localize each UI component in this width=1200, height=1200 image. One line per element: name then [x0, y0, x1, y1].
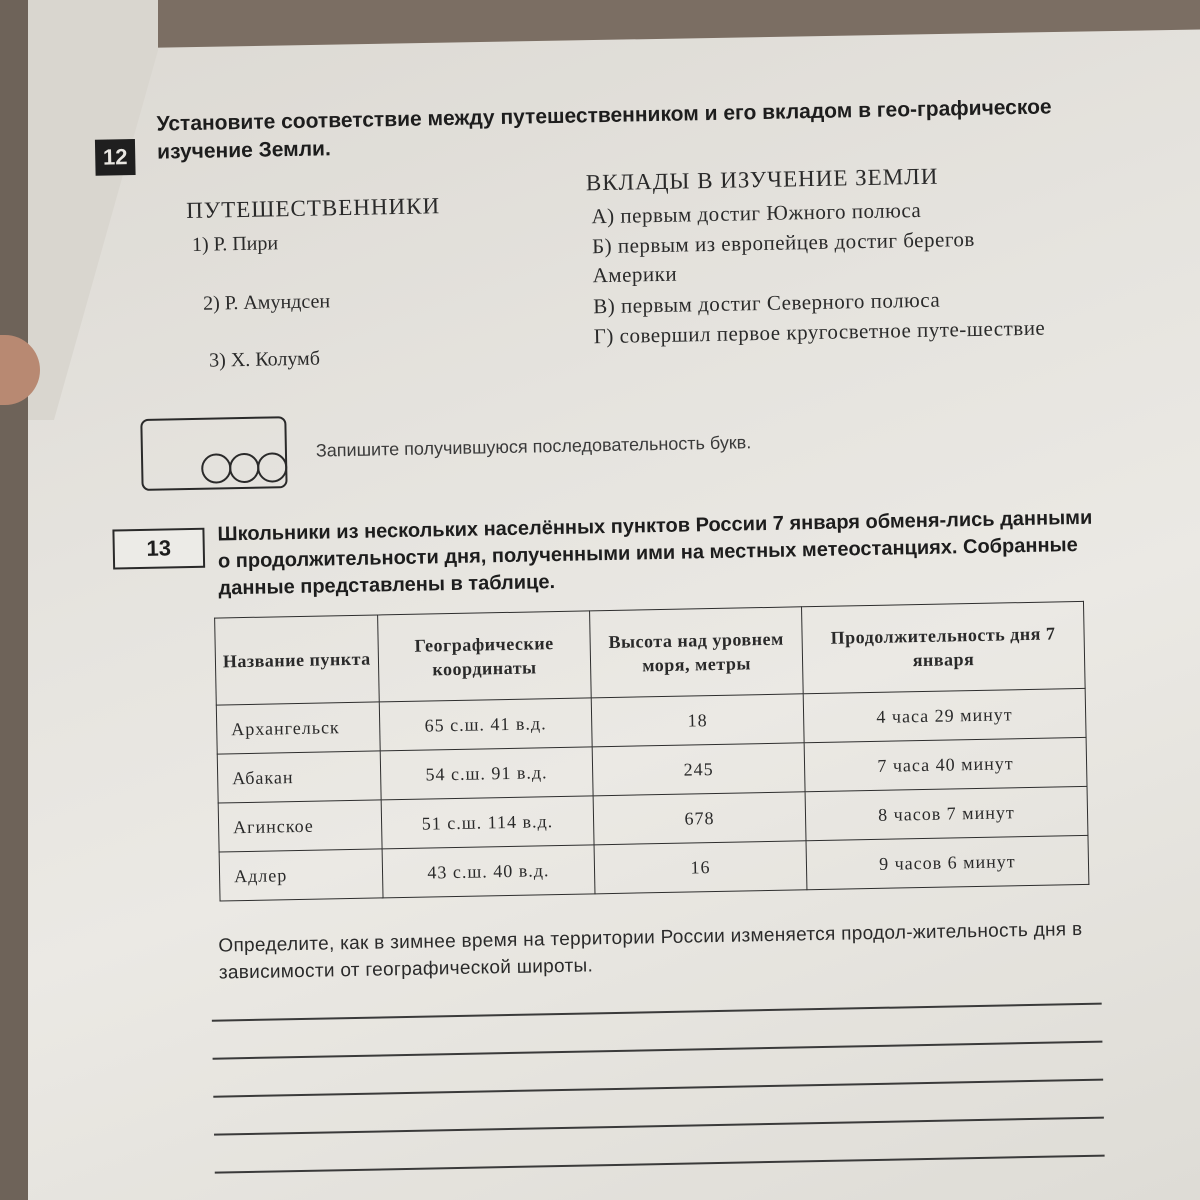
contribution-item: Б) первым из европейцев достиг берегов Америки — [591, 226, 976, 288]
answer-line[interactable] — [213, 1041, 1103, 1060]
day-length-table — [214, 601, 1089, 902]
cell-place: Абакан — [217, 751, 381, 803]
task12-prompt: Установите соответствие между путешественником и его вкладом в гео-графическое изучение Земли. — [156, 95, 1052, 164]
traveler-item: 2) Р. Амундсен — [202, 290, 331, 315]
cell-coordinates: 51 с.ш. 114 в.д. — [381, 796, 594, 849]
workbook-page — [28, 0, 1200, 1200]
task13-prompt: Школьники из нескольких населённых пунктов России 7 января обменя-лись данными о продолжительности дня, полученными ими на местных метеостанциях. Собранные данные представлены в таблице. — [217, 506, 1093, 600]
column-header: Высота над уровнем моря, метры — [590, 607, 803, 698]
cell-coordinates: 65 с.ш. 41 в.д. — [379, 698, 592, 751]
page-content — [83, 20, 1125, 1189]
contribution-item: В) первым достиг Северного полюса — [592, 287, 941, 319]
column-header: Продолжительность дня 7 января — [801, 601, 1085, 693]
task13-number: 13 — [112, 528, 205, 570]
cell-place: Адлер — [219, 849, 383, 901]
answer-line[interactable] — [212, 1003, 1102, 1022]
cell-coordinates: 43 с.ш. 40 в.д. — [382, 845, 595, 898]
cell-altitude: 678 — [593, 792, 806, 845]
contributions-header: ВКЛАДЫ В ИЗУЧЕНИЕ ЗЕМЛИ — [585, 163, 939, 196]
traveler-item: 1) Р. Пири — [191, 232, 279, 256]
travelers-header: ПУТЕШЕСТВЕННИКИ — [186, 193, 441, 224]
column-header: Географические координаты — [377, 611, 591, 702]
answer-cell[interactable] — [229, 453, 260, 484]
cell-day-length: 7 часа 40 минут — [804, 737, 1087, 791]
cell-day-length: 8 часов 7 минут — [805, 786, 1088, 840]
cell-day-length: 4 часа 29 минут — [803, 688, 1086, 742]
answer-cell[interactable] — [257, 452, 288, 483]
column-header: Название пункта — [215, 615, 379, 705]
task13-question: Определите, как в зимнее время на территории России изменяется продол-жительность дня в зависимости от географической широты. — [218, 918, 1083, 984]
contribution-item: Г) совершил первое кругосветное путе-шествие — [593, 315, 1046, 349]
cell-day-length: 9 часов 6 минут — [806, 835, 1089, 889]
answer-line[interactable] — [215, 1155, 1105, 1174]
answer-line[interactable] — [214, 1117, 1104, 1136]
task12-number: 12 — [95, 139, 136, 176]
answer-box[interactable] — [140, 416, 287, 491]
cell-coordinates: 54 с.ш. 91 в.д. — [380, 747, 593, 800]
cell-altitude: 245 — [592, 743, 805, 796]
answer-line[interactable] — [213, 1079, 1103, 1098]
cell-altitude: 16 — [594, 841, 807, 894]
cell-place: Архангельск — [216, 702, 380, 754]
cell-place: Агинское — [218, 800, 382, 852]
answer-cell[interactable] — [201, 453, 232, 484]
traveler-item: 3) Х. Колумб — [208, 347, 321, 372]
answer-instruction: Запишите получившуюся последовательность букв. — [315, 432, 752, 461]
cell-altitude: 18 — [591, 694, 804, 747]
contribution-item: А) первым достиг Южного полюса — [591, 197, 922, 229]
table-header-row — [215, 601, 1086, 705]
